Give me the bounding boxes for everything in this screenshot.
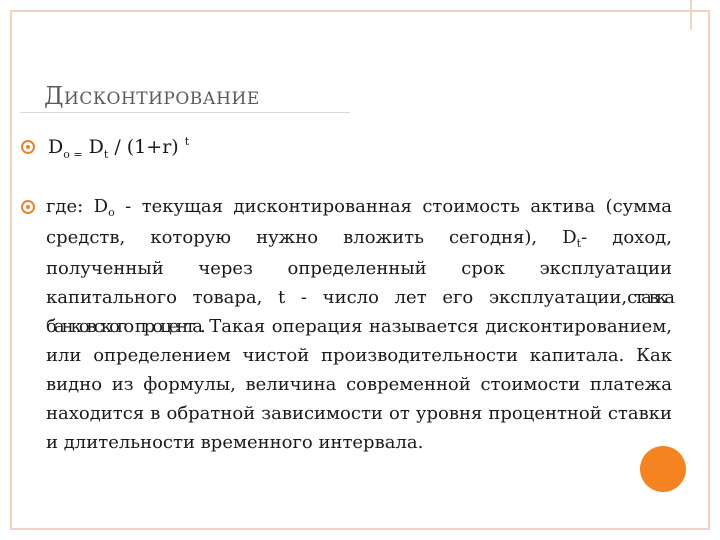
formula-rest: / (1+r) bbox=[114, 136, 179, 158]
formula-d0: D bbox=[48, 136, 64, 158]
formula bbox=[48, 135, 190, 161]
slide-title bbox=[44, 82, 260, 110]
para-part1: где: D bbox=[46, 196, 109, 217]
title-first-letter: Д bbox=[44, 82, 65, 110]
title-underline bbox=[20, 112, 350, 113]
formula-dt-sub: t bbox=[103, 148, 109, 161]
formula-dt: D bbox=[88, 136, 104, 158]
title-rest: ИСКОНТИРОВАНИЕ bbox=[64, 89, 260, 109]
decorative-orange-circle bbox=[640, 446, 686, 492]
para-sub2: t bbox=[576, 237, 582, 250]
para-part4: ставка банковского процента. bbox=[46, 287, 672, 337]
para-part2: - текущая дисконтированная стоимость актива (сумма средств, которую нужно вложить сегодня), D bbox=[46, 196, 672, 248]
para-sub1: o bbox=[108, 206, 115, 219]
definition-paragraph bbox=[46, 192, 672, 457]
para-part5: Такая операция называется дисконтированием, или определением чистой производительности капитала. Как видно из формулы, величина современной стоимости платежа находится в обратной зависимости от уровня процентной ставки и длительности временного интервала. bbox=[46, 316, 672, 453]
corner-decoration bbox=[690, 0, 692, 30]
formula-exp: t bbox=[184, 135, 190, 148]
formula-d0-sub: o = bbox=[63, 148, 83, 161]
para-part3: - доход, полученный через определенный срок эксплуатации капитального товара, t - число лет его эксплуатации, bbox=[46, 227, 672, 308]
